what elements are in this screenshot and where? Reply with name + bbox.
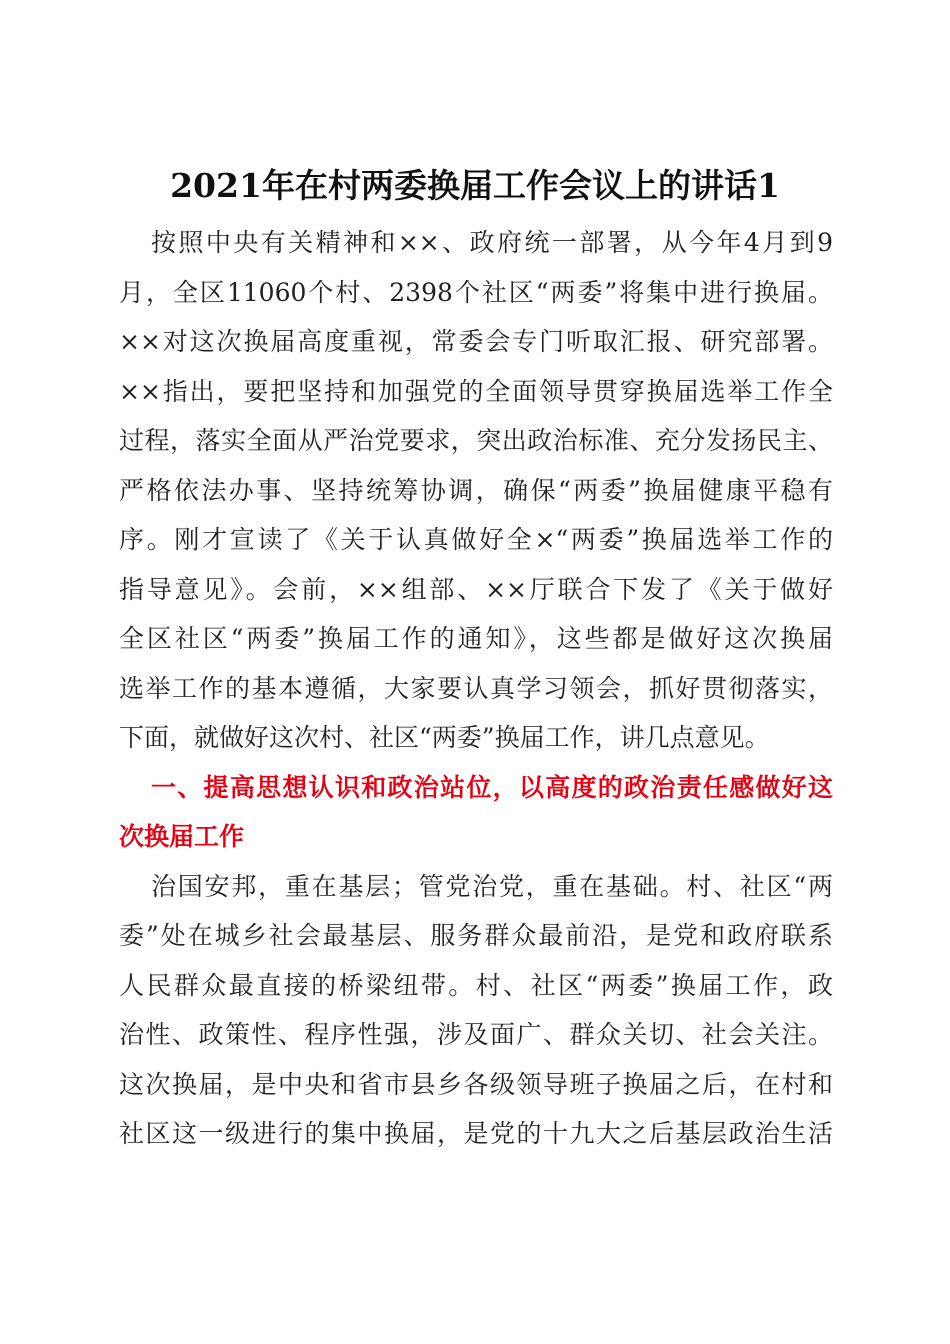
section-heading-line-1: 一、提高思想认识和政治站位，以高度的政治责任感做好这 [151,772,833,802]
paragraph-2-line-3: 人民群众最直接的桥梁纽带。村、社区“两委”换届工作，政 [119,970,833,1000]
paragraph-1-line-1: 按照中央有关精神和××、政府统一部署，从今年4月到9 [151,228,833,257]
paragraph-2-line-4: 治性、政策性、程序性强，涉及面广、群众关切、社会关注。 [119,1020,833,1049]
section-heading-line-2: 次换届工作 [119,822,245,851]
paragraph-1-line-6: 严格依法办事、坚持统筹协调，确保“两委”换届健康平稳有 [119,475,833,505]
paragraph-2-line-2: 委”处在城乡社会最基层、服务群众最前沿，是党和政府联系 [119,921,833,950]
paragraph-2-line-6: 社区这一级进行的集中换届，是党的十九大之后基层政治生活 [119,1119,833,1148]
paragraph-1-line-10: 选举工作的基本遵循，大家要认真学习领会，抓好贯彻落实， [119,673,833,703]
paragraph-1-line-3: ××对这次换届高度重视，常委会专门听取汇报、研究部署。 [119,327,833,356]
paragraph-1-line-5: 过程，落实全面从严治党要求，突出政治标准、充分发扬民主、 [119,426,833,455]
paragraph-1-line-8: 指导意见》。会前，××组部、××厅联合下发了《关于做好 [119,574,833,604]
paragraph-1-line-2: 月，全区11060个村、2398个社区“两委”将集中进行换届。 [119,277,833,307]
paragraph-2-line-5: 这次换届，是中央和省市县乡各级领导班子换届之后，在村和 [119,1069,833,1099]
paragraph-1-line-7: 序。刚才宣读了《关于认真做好全×“两委”换届选举工作的 [119,525,833,554]
paragraph-1-line-11: 下面，就做好这次村、社区“两委”换届工作，讲几点意见。 [119,723,770,752]
document-body [119,218,833,1159]
paragraph-2-line-1: 治国安邦，重在基层；管党治党，重在基础。村、社区“两 [151,871,833,901]
paragraph-1-line-4: ××指出，要把坚持和加强党的全面领导贯穿换届选举工作全 [119,376,833,406]
paragraph-1-line-9: 全区社区“两委”换届工作的通知》，这些都是做好这次换届 [119,624,833,653]
document-title: 2021年在村两委换届工作会议上的讲话1 [170,166,780,205]
